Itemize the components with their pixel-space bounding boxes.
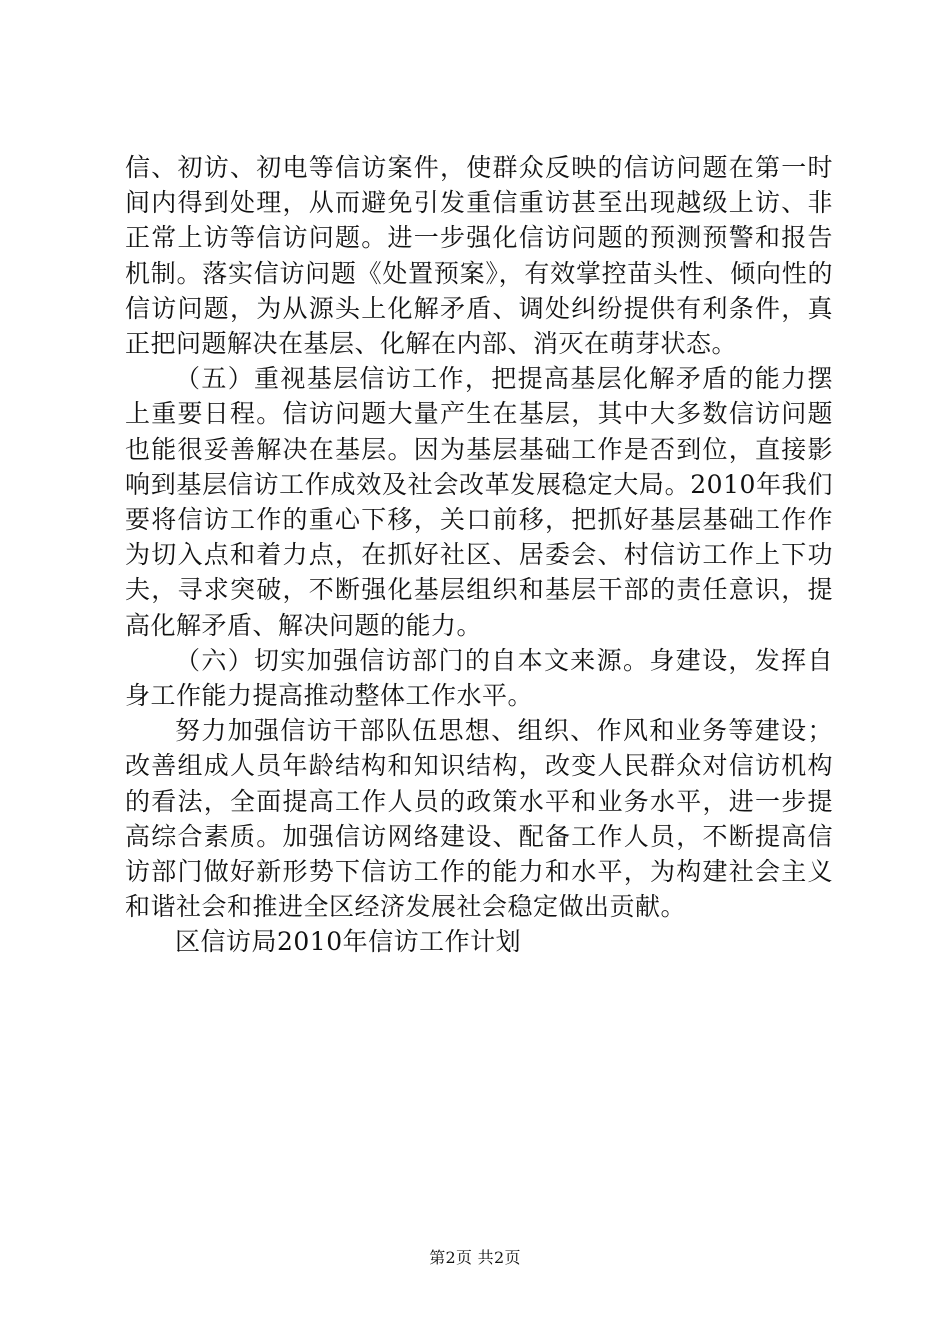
paragraph-section-five: （五）重视基层信访工作，把提高基层化解矛盾的能力摆上重要日程。信访问题大量产生在基层，其中大多数信访问题也能很妥善解决在基层。因为基层基础工作是否到位，直接影响到基层信访工作成效及社会改革发展稳定大局。2010年我们要将信访工作的重心下移，关口前移，把抓好基层基础工作作为切入点和着力点，在抓好社区、居委会、村信访工作上下功夫，寻求突破，不断强化基层组织和基层干部的责任意识，提高化解矛盾、解决问题的能力。 (125, 364, 833, 640)
paragraph-team-building: 努力加强信访干部队伍思想、组织、作风和业务等建设；改善组成人员年龄结构和知识结构，改变人民群众对信访机构的看法，全面提高工作人员的政策水平和业务水平，进一步提高综合素质。加强信访网络建设、配备工作人员，不断提高信访部门做好新形势下信访工作的能力和水平，为构建社会主义和谐社会和推进全区经济发展社会稳定做出贡献。 (125, 716, 833, 922)
paragraph-continuation: 信、初访、初电等信访案件，使群众反映的信访问题在第一时间内得到处理，从而避免引发重信重访甚至出现越级上访、非正常上访等信访问题。进一步强化信访问题的预测预警和报告机制。落实信访问题《处置预案》，有效掌控苗头性、倾向性的信访问题，为从源头上化解矛盾、调处纠纷提供有利条件，真正把问题解决在基层、化解在内部、消灭在萌芽状态。 (125, 153, 833, 359)
paragraph-closing-title: 区信访局2010年信访工作计划 (175, 927, 522, 957)
page-footer: 第2页 共2页 (429, 1248, 521, 1267)
document-body (125, 150, 833, 960)
paragraph-section-six: （六）切实加强信访部门的自本文来源。身建设，发挥自身工作能力提高推动整体工作水平。 (125, 645, 833, 711)
